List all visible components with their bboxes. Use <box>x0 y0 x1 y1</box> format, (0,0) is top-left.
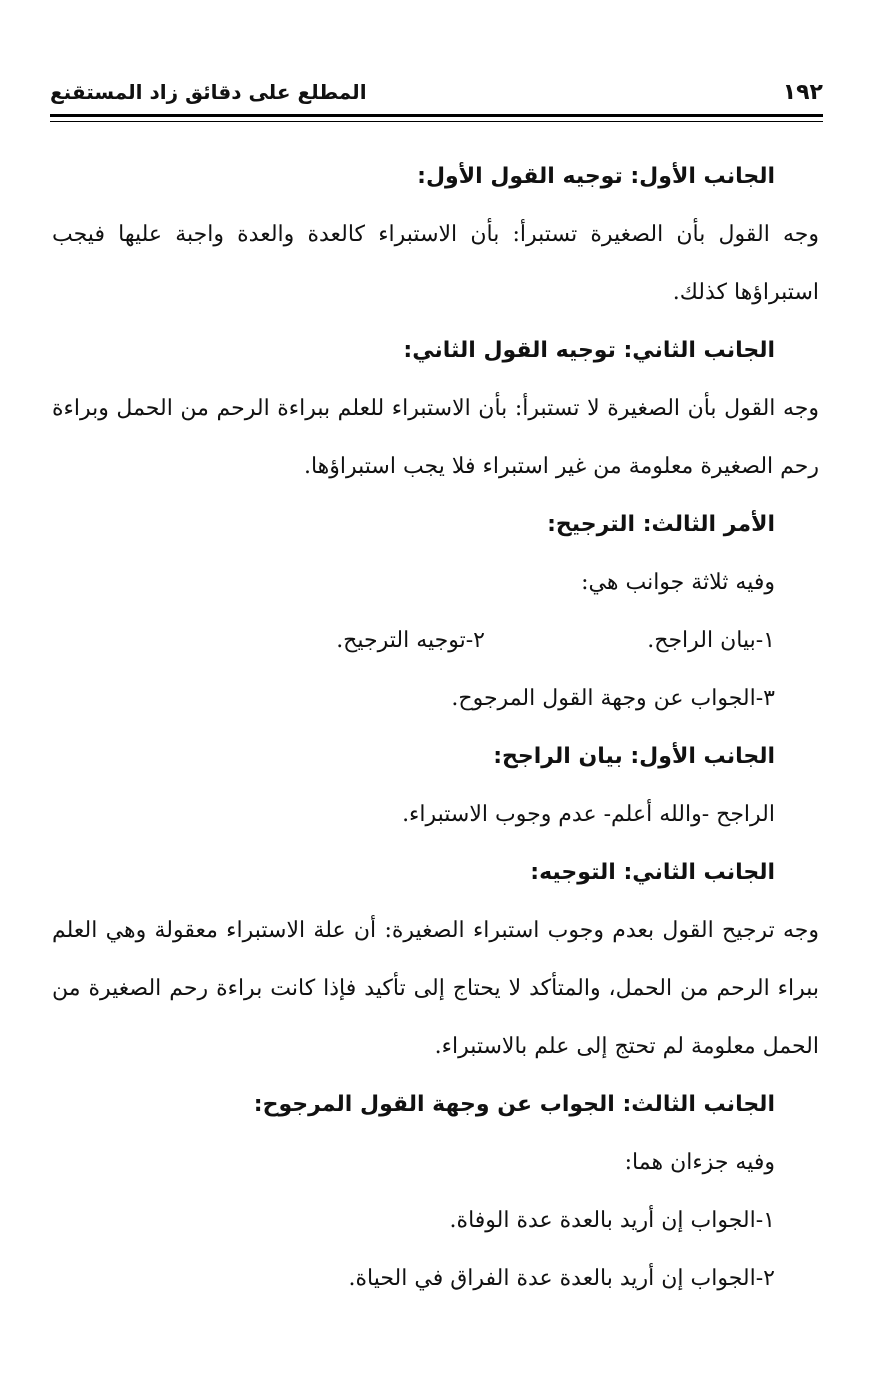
paragraph: وفيه جزءان هما: <box>624 1150 775 1175</box>
section-heading: الجانب الثالث: الجواب عن وجهة القول المرجوح: <box>253 1092 775 1117</box>
paragraph: وجه ترجيح القول بعدم وجوب استبراء الصغيرة: أن علة الاستبراء معقولة وهي العلم ببراء الرحم من الحمل، والمتأكد لا يحتاج إلى تأكيد فإذا كانت براءة رحم الصغيرة من الحمل معلومة لم تحتج إلى علم بالاستبراء. <box>52 918 819 1059</box>
section-heading: الجانب الثاني: التوجيه: <box>530 860 775 885</box>
section-heading: الجانب الثاني: توجيه القول الثاني: <box>403 338 775 363</box>
running-title: المطلع على دقائق زاد المستقنع <box>50 80 367 104</box>
section-heading: الجانب الأول: توجيه القول الأول: <box>417 164 775 189</box>
paragraph: وجه القول بأن الصغيرة لا تستبرأ: بأن الاستبراء للعلم ببراءة الرحم من الحمل وبراءة رحم الصغيرة معلومة من غير استبراء فلا يجب استبراؤها. <box>52 396 819 479</box>
section-heading: الأمر الثالث: الترجيح: <box>547 512 775 537</box>
list-item: ٣-الجواب عن وجهة القول المرجوح. <box>451 686 775 711</box>
paragraph: وجه القول بأن الصغيرة تستبرأ: بأن الاستبراء كالعدة والعدة واجبة عليها فيجب استبراؤها كذلك. <box>52 222 819 305</box>
paragraph: الراجح -والله أعلم- عدم وجوب الاستبراء. <box>402 802 775 827</box>
paragraph: وفيه ثلاثة جوانب هي: <box>581 570 775 595</box>
page-header <box>50 80 823 110</box>
header-rule-thin <box>50 121 823 122</box>
page-content <box>52 148 819 1308</box>
header-rule-thick <box>50 114 823 117</box>
list-item: ٢-توجيه الترجيح. <box>336 628 485 653</box>
page-number: ١٩٢ <box>782 80 823 105</box>
list-item: ١-بيان الراجح. <box>647 628 775 653</box>
list-item: ١-الجواب إن أريد بالعدة عدة الوفاة. <box>449 1208 775 1233</box>
list-row <box>52 612 775 670</box>
section-heading: الجانب الأول: بيان الراجح: <box>493 744 775 769</box>
list-item: ٢-الجواب إن أريد بالعدة عدة الفراق في الحياة. <box>348 1266 775 1291</box>
